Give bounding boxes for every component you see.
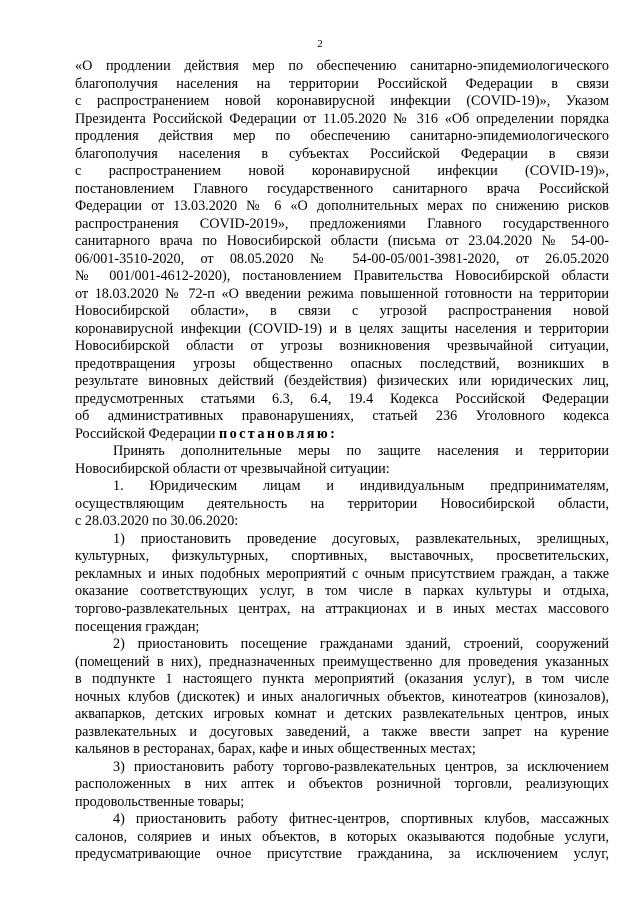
text-line: культурных, физкультурных, спортивных, выставочных, просветительских, [75, 548, 609, 565]
text-line: 4) приостановить работу фитнес-центров, спортивных клубов, массажных [113, 811, 609, 828]
text-line: 06/001-3510-2020, от 08.05.2020 № 54-00-05/001-3981-2020, от 26.05.2020 [75, 250, 609, 267]
text-line: торгово-развлекательных центрах, на аттракционах и в иных местах массового [75, 600, 609, 617]
text-line: кальянов в ресторанах, барах, кафе и иных общественных местах; [75, 741, 476, 758]
emphasized-word: постановляю: [219, 425, 338, 442]
text-line: 1. Юридическим лицам и индивидуальным предпринимателям, [113, 478, 609, 495]
text-line: предусмотренных статьями 6.3, 6.4, 19.4 Кодекса Российской Федерации [75, 390, 609, 407]
text-line: благополучия населения на территории Российской Федерации в связи [75, 75, 609, 92]
text-line: расположенных в них аптек и объектов розничной торговли, реализующих [75, 776, 609, 793]
text-line: осуществляющим деятельность на территории Новосибирской области, [75, 495, 609, 512]
text-line: с распространением новой коронавирусной инфекции (COVID-19)», [75, 163, 609, 180]
text-line: об административных правонарушениях, статьей 236 Уголовного кодекса [75, 408, 609, 425]
text-line: предусматривающие очное присутствие гражданина, за исключением услуг, [75, 846, 609, 863]
text-line: Новосибирской области от угрозы возникновения чрезвычайной ситуации, [75, 338, 609, 355]
text-line: постановлением Главного государственного санитарного врача Российской [75, 180, 609, 197]
text-line: с 28.03.2020 по 30.06.2020: [75, 513, 239, 530]
text-line: Принять дополнительные меры по защите населения и территории [113, 443, 609, 460]
text-line: развлекательных и досуговых заведений, а также ввести запрет на курение [75, 723, 609, 740]
page-number: 2 [317, 38, 323, 50]
text-line: распространения COVID-2019», предложениями Главного государственного [75, 215, 609, 232]
document-body [75, 58, 609, 864]
text-line: благополучия населения в субъектах Российской Федерации в связи [75, 145, 609, 162]
text-line: посещения граждан; [75, 618, 200, 635]
text-line: Новосибирской области от чрезвычайной ситуации: [75, 460, 390, 477]
text-line: Президента Российской Федерации от 11.05.2020 № 316 «Об определении порядка [75, 110, 609, 127]
text-line: «О продлении действия мер по обеспечению санитарно-эпидемиологического [75, 58, 609, 74]
text-line: 3) приостановить работу торгово-развлекательных центров, за исключением [113, 758, 609, 775]
text-line: (помещений в них), предназначенных преимущественно для проведения указанных [75, 653, 609, 670]
text-line: оказание соответствующих услуг, в том числе в парках культуры и отдыха, [75, 583, 609, 600]
text-line: с распространением новой коронавирусной инфекции (COVID-19)», Указом [75, 93, 609, 110]
text-line: ночных клубов (дискотек) и иных аналогичных объектов, кинотеатров (кинозалов), [75, 688, 609, 705]
text-line: рекламных и иных подобных мероприятий с очным присутствием граждан, а также [75, 565, 609, 582]
text-line: от 18.03.2020 № 72-п «О введении режима повышенной готовности на территории [75, 285, 609, 302]
text-line: 1) приостановить проведение досуговых, развлекательных, зрелищных, [113, 530, 609, 547]
text-line: коронавирусной инфекции (COVID-19) и в целях защиты населения и территории [75, 320, 609, 337]
text-line-start: Российской Федерации [75, 425, 216, 442]
text-line: 2) приостановить посещение гражданами зданий, строений, сооружений [113, 636, 609, 653]
text-line: результате виновных действий (бездействия) физических или юридических лиц, [75, 373, 609, 390]
text-line: продовольственные товары; [75, 793, 245, 810]
text-line: Федерации от 13.03.2020 № 6 «О дополнительных мерах по снижению рисков [75, 198, 609, 215]
text-line: Новосибирской области», в связи с угрозой распространения новой [75, 303, 609, 320]
text-line: предотвращения угрозы общественно опасных последствий, возникших в [75, 355, 609, 372]
text-line: продления действия мер по обеспечению санитарно-эпидемиологического [75, 128, 609, 145]
text-line: № 001/001-4612-2020), постановлением Правительства Новосибирской области [75, 268, 609, 285]
text-line: санитарного врача по Новосибирской области (письма от 23.04.2020 № 54-00- [75, 233, 609, 250]
text-line: в подпункте 1 настоящего пункта мероприятий (оказания услуг), в том числе [75, 671, 609, 688]
text-line: салонов, соляриев и иных объектов, в которых оказываются подобные услуги, [75, 828, 609, 845]
text-line-with-emphasis [75, 426, 609, 444]
text-line: аквапарков, детских игровых комнат и детских развлекательных центров, иных [75, 706, 609, 723]
